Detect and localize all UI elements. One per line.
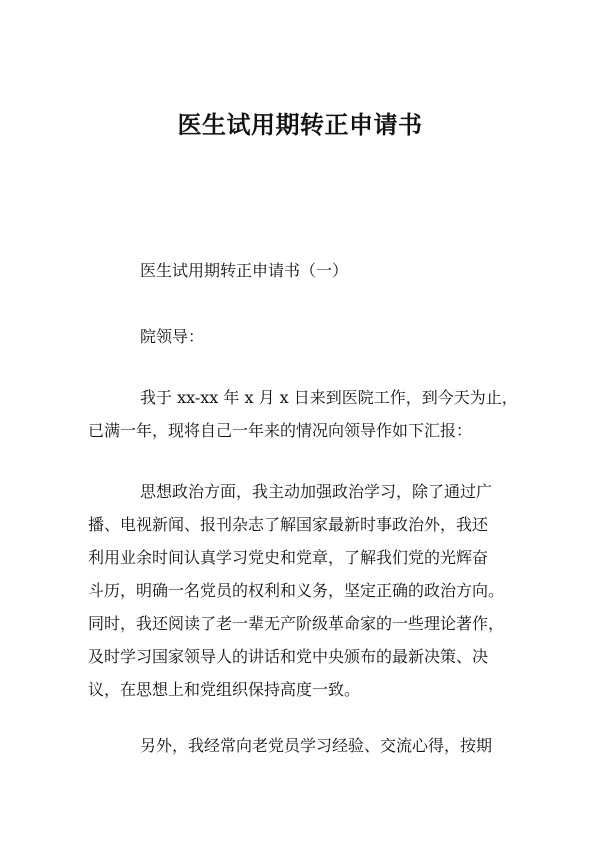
paragraph-line: 斗历，明确一名党员的权利和义务，坚定正确的政治方向。 bbox=[88, 581, 505, 600]
paragraph-line: 我于 xx-xx 年 x 月 x 日来到医院工作，到今天为止， bbox=[140, 388, 518, 407]
paragraph-line: 另外，我经常向老党员学习经验、交流心得，按期 bbox=[140, 736, 493, 755]
salutation: 院领导： bbox=[140, 327, 205, 346]
document-title: 医生试用期转正申请书 bbox=[177, 110, 423, 139]
paragraph-line: 及时学习国家领导人的讲话和党中央颁布的最新决策、决 bbox=[88, 647, 489, 666]
paragraph-line: 已满一年，现将自己一年来的情况向领导作如下汇报： bbox=[88, 421, 473, 440]
paragraph-line: 议，在思想上和党组织保持高度一致。 bbox=[88, 680, 361, 699]
paragraph-line: 播、电视新闻、报刊杂志了解国家最新时事政治外，我还 bbox=[88, 515, 489, 534]
paragraph-line: 同时，我还阅读了老一辈无产阶级革命家的一些理论著作， bbox=[88, 614, 505, 633]
paragraph-additional bbox=[88, 729, 508, 762]
section-subtitle: 医生试用期转正申请书（一） bbox=[140, 261, 349, 280]
paragraph-intro bbox=[88, 381, 518, 447]
paragraph-political bbox=[88, 475, 508, 706]
paragraph-line: 思想政治方面，我主动加强政治学习，除了通过广 bbox=[140, 482, 493, 501]
paragraph-line: 利用业余时间认真学习党史和党章，了解我们党的光辉奋 bbox=[88, 548, 489, 567]
